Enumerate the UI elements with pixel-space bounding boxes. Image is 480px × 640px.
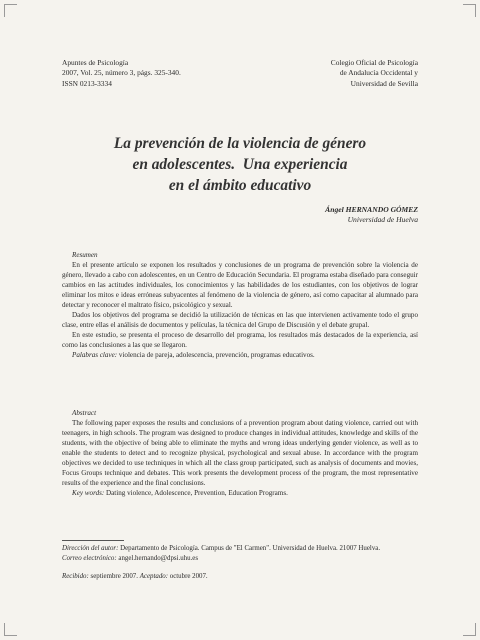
submission-dates (62, 572, 418, 582)
author-name: Ángel HERNANDO GÓMEZ (325, 205, 418, 214)
abstract-paragraph: The following paper exposes the results and conclusions of a prevention program about dating violence, carried out with teenagers, in high schools. The program was designed to produce changes in individual attitudes, knowledge and skills of the students, with the objective of being able to eliminate the myths and wrong ideas underlying gender violence, as well as to enable the students to detect and to recognize physical, psychological and sexual abuse. In accordance with the program objectives we decided to use techniques in which all the class group participated, such as analysis of documents and movies, Focus Groups technique and debates. This work presents the development process of the program, the most representative results of the experience and the final conclusions. (62, 419, 418, 488)
crop-mark-bottom-left (4, 623, 17, 636)
crop-mark-top-right (463, 4, 476, 17)
crop-mark-top-left (4, 4, 17, 17)
email-line (62, 554, 418, 564)
palabras-clave-label: Palabras clave: (72, 351, 118, 360)
resumen-heading: Resumen (72, 251, 98, 259)
address-text: Departamento de Psicología. Campus de "El Carmen". Universidad de Huelva. 21007 Huelva. (118, 545, 381, 552)
publisher-line-1: Colegio Oficial de Psicología (330, 58, 418, 67)
journal-volume: 2007, Vol. 25, número 3, págs. 325-340. (62, 68, 181, 78)
resumen-keywords (62, 350, 418, 360)
key-words-label: Key words: (72, 489, 105, 498)
title-line-2: en adolescentes. Una experiencia (132, 156, 348, 173)
publisher-info (331, 58, 418, 89)
accepted-date: octubre 2007. (168, 573, 208, 580)
resumen-paragraph-1: En el presente artículo se exponen los resultados y conclusiones de un programa de prevención sobre la violencia de género, llevado a cabo con adolescentes, en un Centro de Educación Secundaria. El programa estaba diseñado para conseguir cambios en las actitudes individuales, los conocimientos y las habilidades de los estudiantes, con los objetivos de lograr eliminar los mitos e ideas erróneas subyacentes al fenómeno de la violencia de género, así como capacitar al alumnado para detectar y reconocer el maltrato físico, psicológico y sexual. (62, 261, 418, 310)
resumen-section (62, 250, 418, 361)
crop-mark-bottom-right (463, 623, 476, 636)
received-label: Recibido: (62, 573, 89, 580)
palabras-clave-text: violencia de pareja, adolescencia, prevención, programas educativos. (117, 351, 315, 360)
abstract-heading: Abstract (72, 409, 97, 417)
received-date: septiembre 2007. (88, 573, 140, 580)
journal-name: Apuntes de Psicología (62, 58, 129, 67)
email-label: Correo electrónico: (62, 554, 117, 562)
resumen-paragraph-2: Dados los objetivos del programa se decidió la utilización de técnicas en las que intervienen activamente todo el grupo clase, entre ellas el análisis de documentos y películas, la técnica del Grupo de Discusión y el debate grupal. (62, 311, 418, 330)
footnote-divider (62, 540, 124, 541)
journal-issn: ISSN 0213-3334 (62, 78, 112, 88)
accepted-label: Aceptado: (139, 573, 169, 580)
address-line (62, 544, 418, 554)
key-words-text: Dating violence, Adolescence, Prevention, Education Programs. (104, 489, 288, 498)
author-affiliation: Universidad de Huelva (347, 215, 418, 225)
title-line-3: en el ámbito educativo (168, 177, 312, 194)
article-title (62, 133, 418, 196)
publisher-line-2: de Andalucía Occidental y (339, 68, 418, 78)
abstract-section (62, 408, 418, 498)
journal-info (62, 58, 181, 89)
abstract-keywords (62, 488, 418, 498)
address-label: Dirección del autor: (62, 545, 119, 552)
author-block (325, 205, 418, 226)
publisher-line-3: Universidad de Sevilla (350, 78, 418, 88)
author-contact (62, 544, 418, 563)
resumen-paragraph-3: En este estudio, se presenta el proceso de desarrollo del programa, los resultados más destacados de la experiencia, así como las conclusiones a las que se llegaron. (62, 331, 418, 350)
email-text: angel.hernando@dpsi.uhu.es (116, 554, 199, 562)
title-line-1: La prevención de la violencia de género (113, 135, 367, 152)
